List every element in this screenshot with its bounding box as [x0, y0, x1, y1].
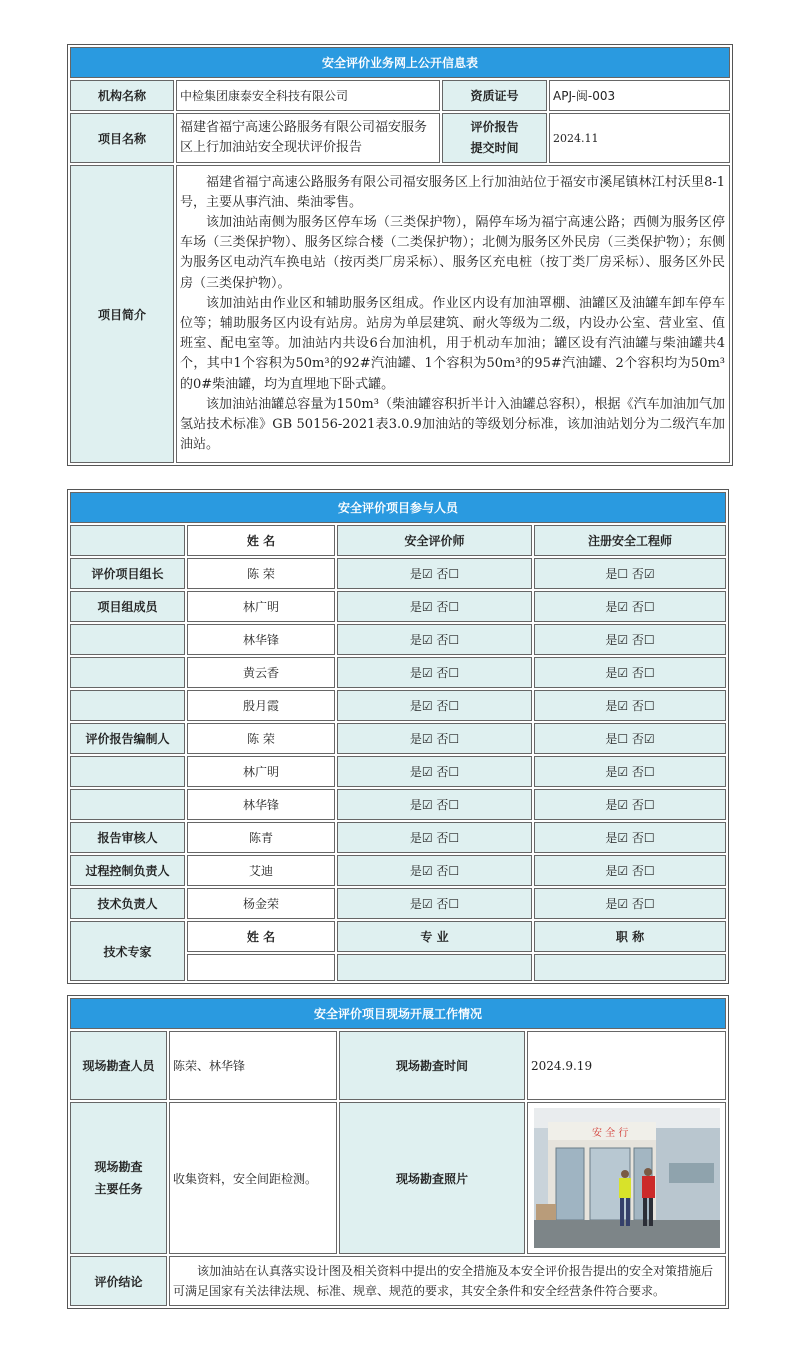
intro-label: 项目简介 [70, 165, 174, 463]
blank-header-cell [70, 525, 185, 556]
person-name-cell: 陈 荣 [187, 723, 335, 754]
evaluator-checkbox-cell: 是☑ 否☐ [337, 558, 532, 589]
project-value: 福建省福宁高速公路服务有限公司福安服务区上行加油站安全现状评价报告 [176, 113, 440, 163]
role-cell [70, 789, 185, 820]
role-cell [70, 657, 185, 688]
personnel-table [67, 489, 729, 984]
personnel-title: 安全评价项目参与人员 [70, 492, 726, 523]
personnel-row [70, 591, 726, 622]
evaluator-checkbox-cell: 是☑ 否☐ [337, 756, 532, 787]
photo-label: 现场勘查照片 [339, 1102, 525, 1254]
expert-major-cell [337, 954, 532, 981]
conclusion-label: 评价结论 [70, 1256, 167, 1306]
person-name-cell: 艾迪 [187, 855, 335, 886]
evaluator-checkbox-cell: 是☑ 否☐ [337, 888, 532, 919]
role-cell [70, 756, 185, 787]
public-info-table [67, 44, 733, 466]
personnel-row [70, 723, 726, 754]
org-value: 中检集团康泰安全科技有限公司 [176, 80, 440, 111]
evaluator-checkbox-cell: 是☑ 否☐ [337, 591, 532, 622]
personnel-row [70, 657, 726, 688]
intro-paragraph: 该加油站油罐总容量为150m³（柴油罐容积折半计入油罐总容积），根据《汽车加油加气加氢站技术标准》GB 50156-2021表3.0.9加油站的等级划分标准，该加油站划分为二级汽车加油站。 [180, 396, 726, 453]
role-cell: 评价项目组长 [70, 558, 185, 589]
evaluator-checkbox-cell: 是☑ 否☐ [337, 657, 532, 688]
engineer-checkbox-cell: 是☑ 否☐ [534, 591, 726, 622]
evaluator-checkbox-cell: 是☑ 否☐ [337, 855, 532, 886]
engineer-checkbox-cell: 是☑ 否☐ [534, 888, 726, 919]
engineer-checkbox-cell: 是☑ 否☐ [534, 789, 726, 820]
staff-value: 陈荣、林华锋 [169, 1031, 337, 1100]
personnel-row [70, 624, 726, 655]
evaluator-checkbox-cell: 是☑ 否☐ [337, 789, 532, 820]
person-name-cell: 陈 荣 [187, 558, 335, 589]
time-label: 现场勘查时间 [339, 1031, 525, 1100]
expert-col-major: 专 业 [337, 921, 532, 952]
person-name-cell: 林华锋 [187, 624, 335, 655]
person-name-cell: 黄云香 [187, 657, 335, 688]
person-name-cell: 林广明 [187, 756, 335, 787]
col-engineer-header: 注册安全工程师 [534, 525, 726, 556]
report-label-line2: 提交时间 [470, 141, 519, 155]
person-name-cell: 林广明 [187, 591, 335, 622]
expert-col-name: 姓 名 [187, 921, 335, 952]
evaluator-checkbox-cell: 是☑ 否☐ [337, 624, 532, 655]
engineer-checkbox-cell: 是☐ 否☑ [534, 723, 726, 754]
person-name-cell: 林华锋 [187, 789, 335, 820]
site-title: 安全评价项目现场开展工作情况 [70, 998, 726, 1029]
role-cell: 项目组成员 [70, 591, 185, 622]
conclusion-value [169, 1256, 726, 1306]
personnel-row [70, 756, 726, 787]
personnel-row [70, 822, 726, 853]
site-work-table [67, 995, 729, 1309]
engineer-checkbox-cell: 是☑ 否☐ [534, 855, 726, 886]
evaluator-checkbox-cell: 是☑ 否☐ [337, 690, 532, 721]
role-cell: 评价报告编制人 [70, 723, 185, 754]
personnel-row [70, 690, 726, 721]
engineer-checkbox-cell: 是☑ 否☐ [534, 822, 726, 853]
personnel-row [70, 855, 726, 886]
cert-value: APJ-闽-003 [549, 80, 730, 111]
intro-body [176, 165, 730, 463]
evaluator-checkbox-cell: 是☑ 否☐ [337, 822, 532, 853]
role-cell: 技术负责人 [70, 888, 185, 919]
intro-paragraph: 该加油站由作业区和辅助服务区组成。作业区内设有加油罩棚、油罐区及油罐车卸车停车位等；辅助服务区内设有站房。站房为单层建筑、耐火等级为二级，内设办公室、营业室、值班室、配电室等。加油站内共设6台加油机，用于机动车加油；罐区设有汽油罐与柴油罐共4个，其中1个容积为50m³的92#汽油罐、1个容积为50m³的95#汽油罐、2个容积均为50m³的0#柴油罐，均为直埋地下卧式罐。 [180, 295, 726, 392]
project-label: 项目名称 [70, 113, 174, 163]
expert-name-cell [187, 954, 335, 981]
task-value: 收集资料，安全间距检测。 [169, 1102, 337, 1254]
org-label: 机构名称 [70, 80, 174, 111]
task-label [70, 1102, 167, 1254]
engineer-checkbox-cell: 是☑ 否☐ [534, 657, 726, 688]
role-cell: 过程控制负责人 [70, 855, 185, 886]
role-cell [70, 624, 185, 655]
engineer-checkbox-cell: 是☑ 否☐ [534, 756, 726, 787]
expert-label: 技术专家 [70, 921, 185, 981]
evaluator-checkbox-cell: 是☑ 否☐ [337, 723, 532, 754]
public-info-title: 安全评价业务网上公开信息表 [70, 47, 730, 78]
task-label-line1: 现场勘查 [94, 1160, 143, 1174]
time-value: 2024.9.19 [527, 1031, 726, 1100]
col-name-header: 姓 名 [187, 525, 335, 556]
expert-col-title: 职 称 [534, 921, 726, 952]
site-photo [534, 1108, 720, 1248]
col-evaluator-header: 安全评价师 [337, 525, 532, 556]
engineer-checkbox-cell: 是☐ 否☑ [534, 558, 726, 589]
personnel-row [70, 789, 726, 820]
person-name-cell: 陈青 [187, 822, 335, 853]
personnel-row [70, 558, 726, 589]
report-date-value: 2024.11 [549, 113, 730, 163]
report-label-line1: 评价报告 [470, 120, 519, 134]
intro-paragraph: 该加油站南侧为服务区停车场（三类保护物），隔停车场为福宁高速公路；西侧为服务区停车场（三类保护物）、服务区综合楼（二类保护物）；北侧为服务区外民房（三类保护物）；东侧为服务区电动汽车换电站（按丙类厂房采标）、服务区充电桩（按丁类厂房采标）、服务区外民房（三类保护物）。 [180, 214, 726, 291]
cert-label: 资质证号 [442, 80, 547, 111]
expert-title-cell [534, 954, 726, 981]
site-photo-image [534, 1108, 720, 1248]
personnel-row [70, 888, 726, 919]
staff-label: 现场勘查人员 [70, 1031, 167, 1100]
report-date-label [442, 113, 547, 163]
conclusion-text: 该加油站在认真落实设计图及相关资料中提出的安全措施及本安全评价报告提出的安全对策措施后可满足国家有关法律法规、标准、规章、规范的要求，其安全条件和安全经营条件符合要求。 [173, 1264, 714, 1298]
intro-paragraph: 福建省福宁高速公路服务有限公司福安服务区上行加油站位于福安市溪尾镇林江村沃里8-1号，主要从事汽油、柴油零售。 [180, 174, 726, 210]
engineer-checkbox-cell: 是☑ 否☐ [534, 690, 726, 721]
role-cell: 报告审核人 [70, 822, 185, 853]
engineer-checkbox-cell: 是☑ 否☐ [534, 624, 726, 655]
person-name-cell: 杨金荣 [187, 888, 335, 919]
role-cell [70, 690, 185, 721]
task-label-line2: 主要任务 [94, 1182, 143, 1196]
person-name-cell: 殷月霞 [187, 690, 335, 721]
photo-sign-text: 安 全 行 [591, 1128, 628, 1139]
photo-cell [527, 1102, 726, 1254]
